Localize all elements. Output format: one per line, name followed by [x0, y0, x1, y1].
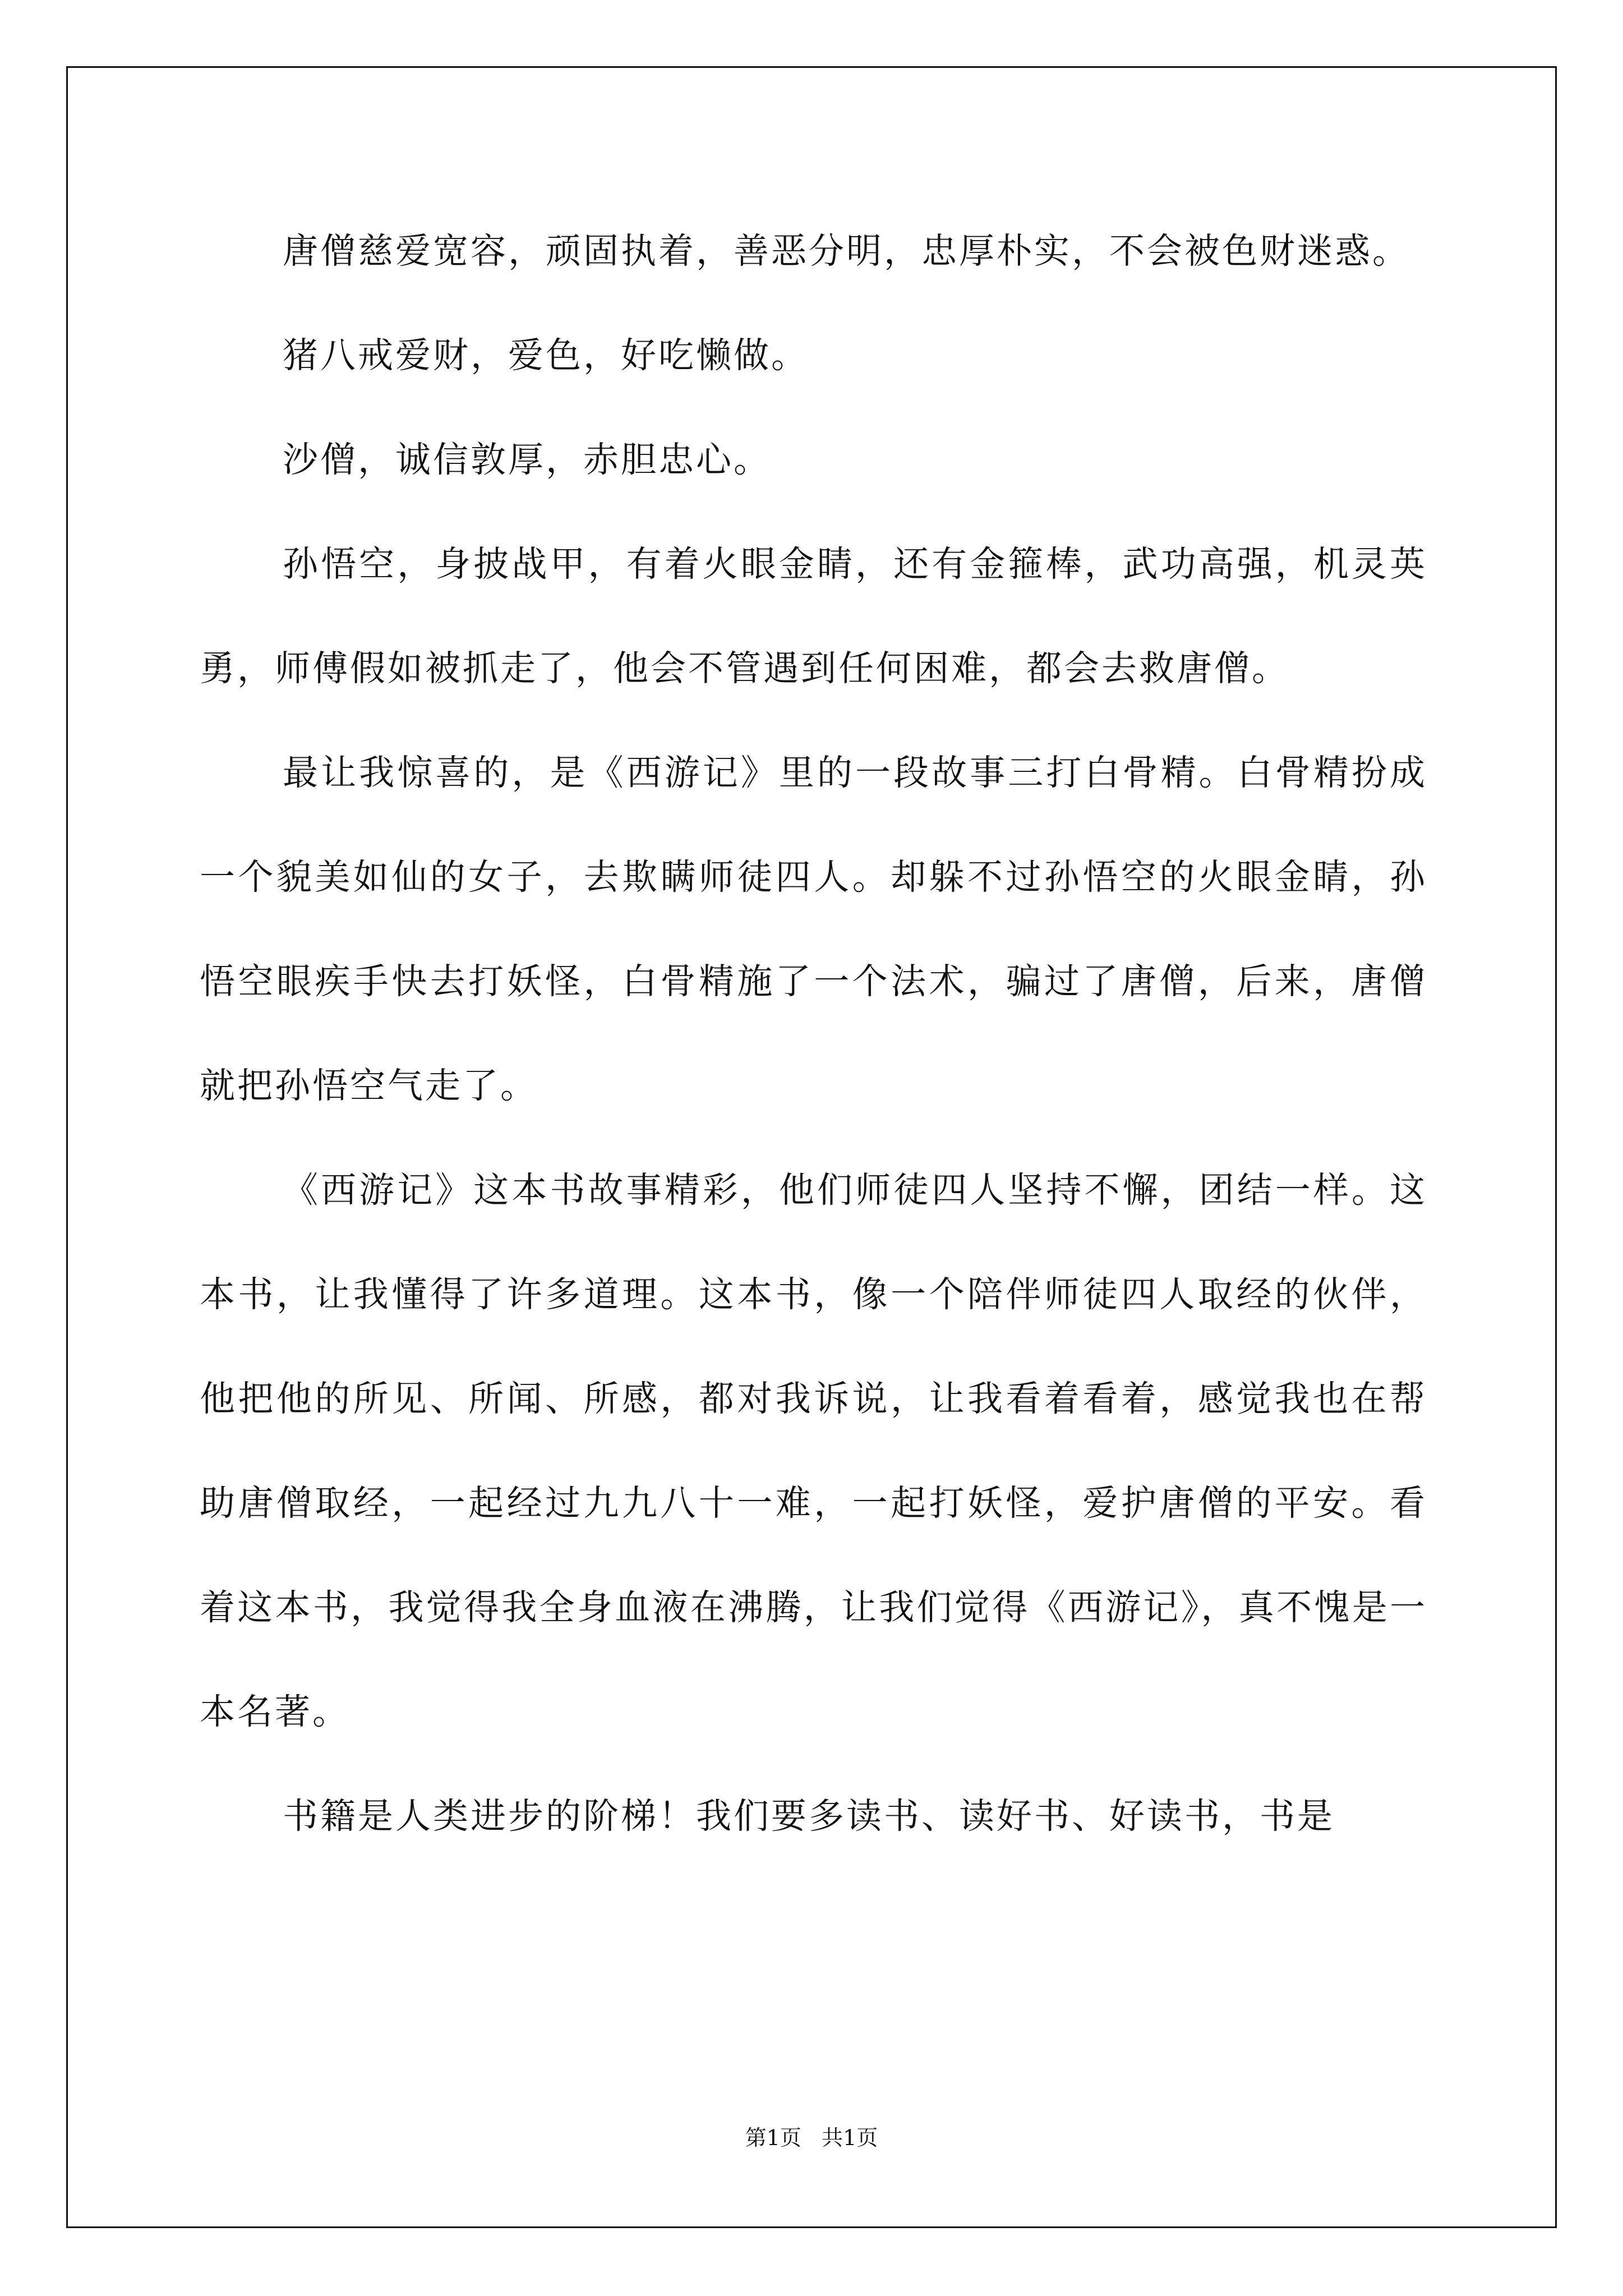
page-footer: 第1页 共1页	[745, 2125, 878, 2150]
paragraph: 沙僧，诚信敦厚，赤胆忠心。	[283, 439, 771, 480]
document-body	[200, 199, 1427, 1869]
paragraph: 书籍是人类进步的阶梯！我们要多读书、读好书、好读书，书是	[283, 1796, 1335, 1837]
paragraph: 最让我惊喜的，是《西游记》里的一段故事三打白骨精。白骨精扮成一个貌美如仙的女子，去欺瞒师徒四人。却躲不过孙悟空的火眼金睛，孙悟空眼疾手快去打妖怪，白骨精施了一个法术，骗过了唐僧，后来，唐僧就把孙悟空气走了。	[200, 752, 1427, 1106]
paragraph: 猪八戒爱财，爱色，好吃懒做。	[283, 335, 809, 376]
paragraph: 《西游记》这本书故事精彩，他们师徒四人坚持不懈，团结一样。这本书，让我懂得了许多道理。这本书，像一个陪伴师徒四人取经的伙伴，他把他的所见、所闻、所感，都对我诉说，让我看着看着，感觉我也在帮助唐僧取经，一起经过九九八十一难，一起打妖怪，爱护唐僧的平安。看着这本书，我觉得我全身血液在沸腾，让我们觉得《西游记》，真不愧是一本名著。	[200, 1170, 1427, 1732]
paragraph: 孙悟空，身披战甲，有着火眼金睛，还有金箍棒，武功高强，机灵英勇，师傅假如被抓走了，他会不管遇到任何困难，都会去救唐僧。	[200, 544, 1427, 689]
paragraph: 唐僧慈爱宽容，顽固执着，善恶分明，忠厚朴实，不会被色财迷惑。	[283, 231, 1410, 272]
